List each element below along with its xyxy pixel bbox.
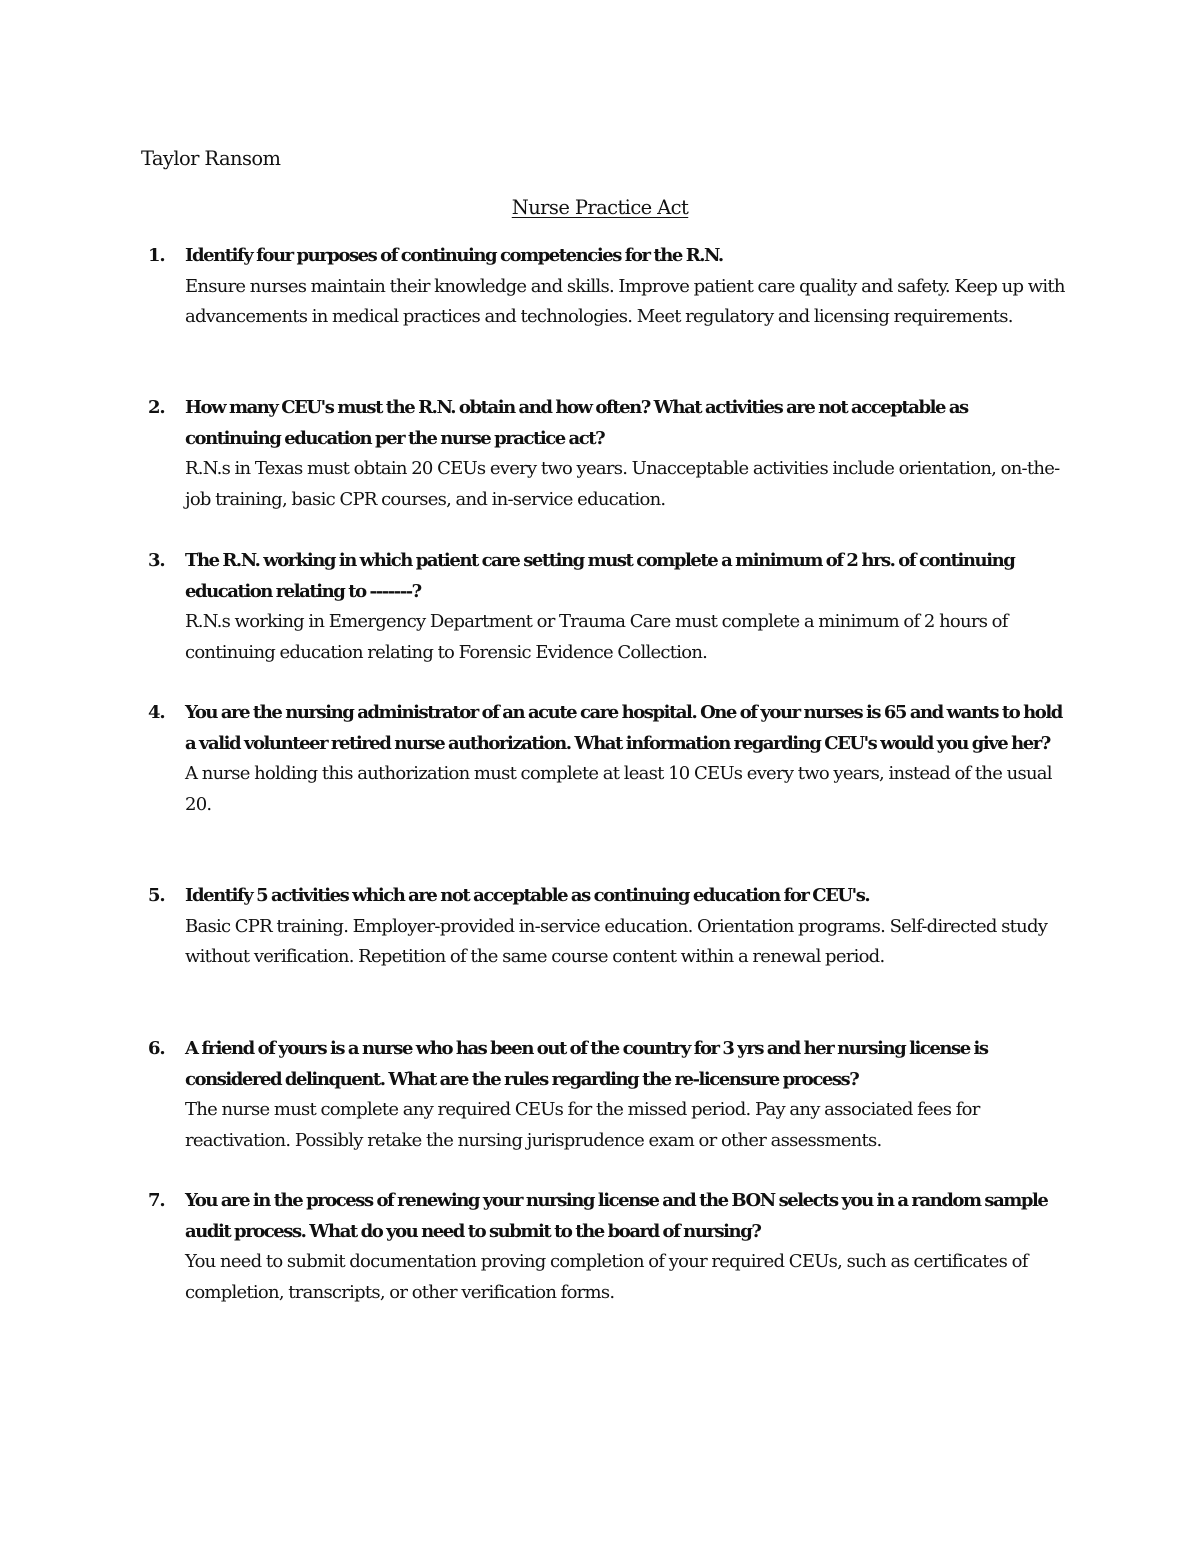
- question-text: The R.N. working in which patient care setting must complete a minimum of 2 hrs. of continuing education relating to -------?: [185, 550, 1015, 602]
- document-title: [0, 195, 1200, 221]
- document-title-text: Nurse Practice Act: [511, 196, 689, 219]
- question-text: A friend of yours is a nurse who has been out of the country for 3 yrs and her nursing license is considered delinquent. What are the rules regarding the re-licensure process?: [185, 1038, 988, 1090]
- question-number: 7.: [148, 1190, 165, 1211]
- question-number: 2.: [148, 397, 165, 418]
- question-text: You are the nursing administrator of an acute care hospital. One of your nurses is 65 and wants to hold a valid volunteer retired nurse authorization. What information regarding CEU's would you give her?: [185, 702, 1062, 754]
- answer-text: A nurse holding this authorization must complete at least 10 CEUs every two years, instead of the usual 20.: [185, 763, 1052, 815]
- answer-text: R.N.s working in Emergency Department or Trauma Care must complete a minimum of 2 hours of continuing education relating to Forensic Evidence Collection.: [185, 611, 1008, 663]
- answer-text: R.N.s in Texas must obtain 20 CEUs every two years. Unacceptable activities include orientation, on-the-job training, basic CPR courses, and in-service education.: [185, 458, 1060, 510]
- question-body: [185, 698, 1065, 820]
- answer-text: Basic CPR training. Employer-provided in-service education. Orientation programs. Self-directed study without verification. Repetition of the same course content within a renewal period.: [185, 915, 1048, 967]
- question-number: 4.: [148, 702, 165, 723]
- question-body: [185, 393, 1065, 515]
- answer-text: You need to submit documentation proving completion of your required CEUs, such as certificates of completion, transcripts, or other verification forms.: [185, 1251, 1028, 1303]
- question-body: [185, 1034, 1065, 1156]
- answer-text: Ensure nurses maintain their knowledge and skills. Improve patient care quality and safety. Keep up with advancements in medical practices and technologies. Meet regulatory and licensing requirements.: [185, 275, 1065, 327]
- question-text: You are in the process of renewing your nursing license and the BON selects you in a random sample audit process. What do you need to submit to the board of nursing?: [185, 1190, 1048, 1242]
- question-number: 3.: [148, 550, 165, 571]
- question-text: Identify four purposes of continuing competencies for the R.N.: [185, 245, 723, 266]
- answer-text: The nurse must complete any required CEUs for the missed period. Pay any associated fees for reactivation. Possibly retake the nursing jurisprudence exam or other assessments.: [185, 1099, 980, 1151]
- author-name: Taylor Ransom: [141, 147, 281, 170]
- question-text: Identify 5 activities which are not acceptable as continuing education for CEU's.: [185, 885, 870, 906]
- question-number: 1.: [148, 245, 165, 266]
- question-body: [185, 881, 1065, 973]
- question-body: [185, 1186, 1065, 1308]
- question-body: [185, 241, 1065, 333]
- question-number: 6.: [148, 1038, 165, 1059]
- question-text: How many CEU's must the R.N. obtain and how often? What activities are not acceptable as continuing education per the nurse practice act?: [185, 397, 968, 449]
- question-number: 5.: [148, 885, 165, 906]
- question-body: [185, 546, 1065, 668]
